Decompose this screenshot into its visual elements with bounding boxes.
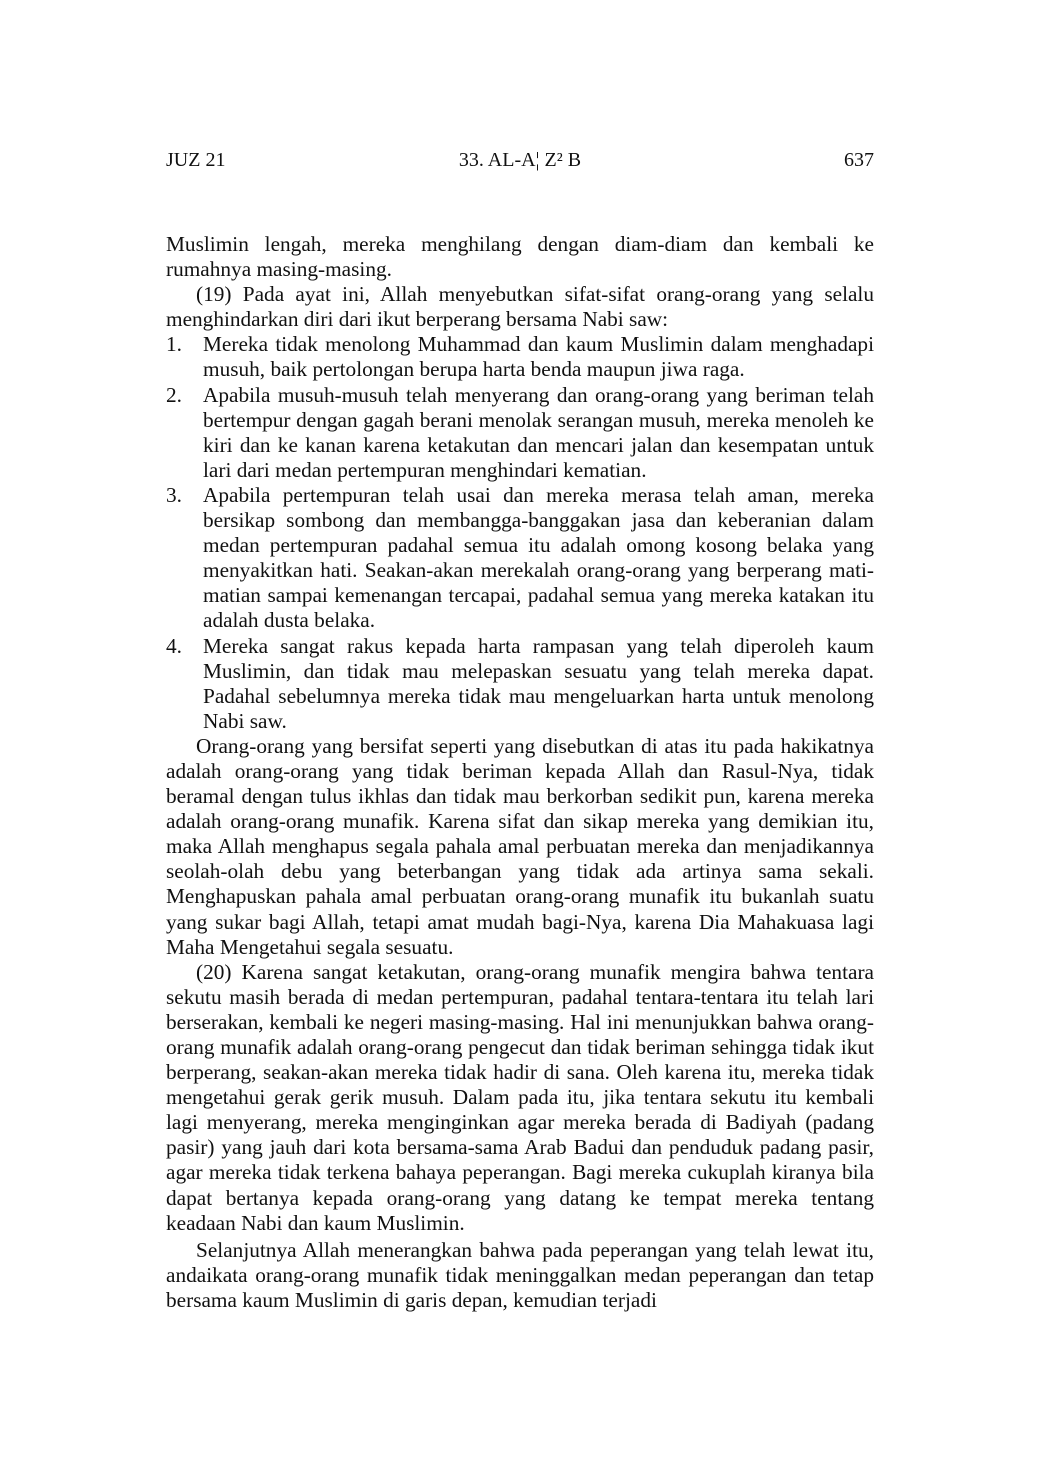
list-item-text: Mereka tidak menolong Muhammad dan kaum Muslimin dalam menghadapi musuh, baik pertolongan berupa harta benda maupun jiwa raga. bbox=[203, 332, 874, 382]
list-item bbox=[166, 634, 874, 734]
list-item-text: Apabila musuh-musuh telah menyerang dan orang-orang yang beriman telah bertempur dengan gagah berani menolak serangan musuh, mereka menoleh ke kiri dan ke kanan karena ketakutan dan mencari jalan dan kesempatan untuk lari dari medan pertempuran menghindari kematian. bbox=[203, 382, 874, 482]
list-item bbox=[166, 383, 874, 483]
list-item-number: 1. bbox=[166, 332, 182, 357]
paragraph-continuation: Muslimin lengah, mereka menghilang dengan diam-diam dan kembali ke rumahnya masing-masing. bbox=[166, 232, 874, 282]
surah-title: 33. AL-A¦ Z² B bbox=[458, 149, 582, 171]
list-item-text: Mereka sangat rakus kepada harta rampasan yang telah diperoleh kaum Muslimin, dan tidak mau melepaskan sesuatu yang telah mereka dapat. Padahal sebelumnya mereka tidak mau mengeluarkan harta untuk menolong Nabi saw. bbox=[203, 633, 874, 733]
page-header bbox=[166, 146, 874, 174]
juz-label: JUZ 21 bbox=[166, 149, 226, 171]
page-body bbox=[166, 232, 874, 1313]
paragraph-verse-20: (20) Karena sangat ketakutan, orang-orang munafik mengira bahwa tentara sekutu masih berada di medan pertempuran, padahal tentara-tentara itu telah lari berserakan, kembali ke negeri masing-masing. Hal ini menunjukkan bahwa orang-orang munafik adalah orang-orang pengecut dan tidak beriman sehingga tidak ikut berperang, seakan-akan mereka tidak hadir di sana. Oleh karena itu, mereka tidak mengetahui gerak gerik musuh. Dalam pada itu, jika tentara sekutu itu kembali lagi menyerang, mereka menginginkan agar mereka berada di Badiyah (padang pasir) yang jauh dari kota bersama-sama Arab Badui dan penduduk padang pasir, agar mereka tidak terkena bahaya peperangan. Bagi mereka cukuplah kiranya bila dapat bertanya kepada orang-orang yang datang ke tempat mereka tentang keadaan Nabi dan kaum Muslimin. bbox=[166, 959, 874, 1235]
traits-list bbox=[166, 332, 874, 734]
list-item bbox=[166, 483, 874, 634]
list-item-number: 2. bbox=[166, 382, 182, 407]
list-item-text: Apabila pertempuran telah usai dan mereka merasa telah aman, mereka bersikap sombong dan membangga-banggakan jasa dan keberanian dalam medan pertempuran padahal semua itu adalah omong kosong belaka yang menyakitkan hati. Seakan-akan merekalah orang-orang yang berperang mati-matian sampai kemenangan tercapai, padahal semua yang mereka katakan itu adalah dusta belaka. bbox=[203, 482, 874, 633]
page-number: 637 bbox=[844, 149, 874, 171]
paragraph-hypocrites-summary: Orang-orang yang bersifat seperti yang disebutkan di atas itu pada hakikatnya adalah orang-orang yang tidak beriman kepada Allah dan Rasul-Nya, tidak beramal dengan tulus ikhlas dan tidak mau berkorban sedikit pun, karena mereka adalah orang-orang munafik. Karena sifat dan sikap mereka yang demikian itu, maka Allah menghapus segala pahala amal perbuatan mereka dan menjadikannya seolah-olah debu yang beterbangan yang tidak ada artinya sama sekali. Menghapuskan pahala amal perbuatan orang-orang munafik itu bukanlah suatu yang sukar bagi Allah, tetapi amat mudah bagi-Nya, karena Dia Mahakuasa lagi Maha Mengetahui segala sesuatu. bbox=[166, 733, 874, 959]
list-item-number: 3. bbox=[166, 482, 182, 507]
paragraph-continuing: Selanjutnya Allah menerangkan bahwa pada peperangan yang telah lewat itu, andaikata orang-orang munafik tidak meninggalkan medan peperangan dan tetap bersama kaum Muslimin di garis depan, kemudian terjadi bbox=[166, 1237, 874, 1312]
list-item bbox=[166, 332, 874, 382]
paragraph-verse-19: (19) Pada ayat ini, Allah menyebutkan sifat-sifat orang-orang yang selalu menghindarkan diri dari ikut berperang bersama Nabi saw: bbox=[166, 282, 874, 332]
list-item-number: 4. bbox=[166, 633, 182, 658]
